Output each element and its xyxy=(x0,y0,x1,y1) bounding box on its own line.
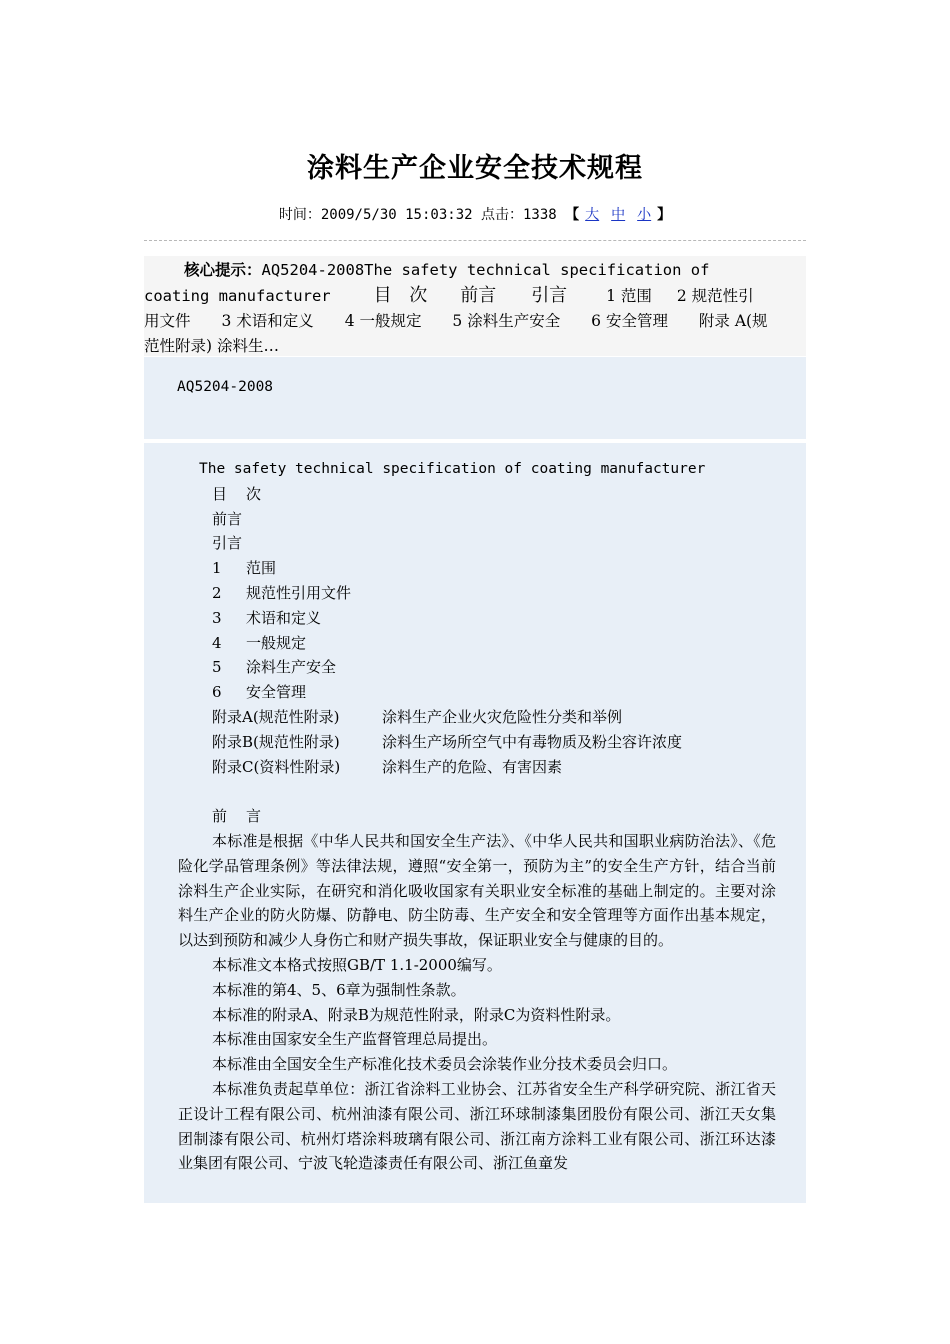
summary-line3-4: 6 安全管理 xyxy=(591,312,668,330)
toc-preface: 前言 xyxy=(212,509,243,528)
preface-paragraph: 本标准由国家安全生产监督管理总局提出。 xyxy=(212,1030,498,1049)
toc-appendix-text: 涂料生产场所空气中有毒物质及粉尘容许浓度 xyxy=(382,732,683,751)
toc-appendix-text: 涂料生产的危险、有害因素 xyxy=(382,757,563,776)
toc-item xyxy=(178,631,776,656)
toc-item-num: 5 xyxy=(212,658,222,677)
summary-line3-0: 用文件 xyxy=(144,312,191,330)
toc-heading: 目 次 xyxy=(212,484,264,503)
toc-item xyxy=(178,556,776,581)
preface-paragraph: 本标准由全国安全生产标准化技术委员会涂装作业分技术委员会归口。 xyxy=(212,1055,678,1074)
toc-item-text: 涂料生产安全 xyxy=(246,658,337,677)
toc-item-num: 1 xyxy=(212,559,222,578)
toc-intro: 引言 xyxy=(212,534,243,553)
toc-appendix-label: 附录C(资料性附录) xyxy=(212,757,341,776)
summary-toc-4: 2 规范性引 xyxy=(676,287,754,305)
toc-item-text: 规范性引用文件 xyxy=(246,583,352,602)
bracket-open: 【 xyxy=(565,207,580,223)
english-title: The safety technical specification of coating manufacturer xyxy=(199,461,706,477)
summary-line3-2: 4 一般规定 xyxy=(344,312,422,330)
toc-item-num: 3 xyxy=(212,608,222,627)
summary-label: 核心提示： xyxy=(184,260,262,279)
preface-heading: 前 言 xyxy=(212,807,264,826)
toc-item-num: 4 xyxy=(212,633,222,652)
font-size-small-link[interactable]: 小 xyxy=(637,207,652,223)
toc-appendix-label: 附录A(规范性附录) xyxy=(212,707,340,726)
summary-box xyxy=(144,256,806,356)
article-meta xyxy=(0,204,950,224)
toc-appendix xyxy=(178,705,776,730)
font-size-medium-link[interactable]: 中 xyxy=(611,207,626,223)
toc-item xyxy=(178,680,776,705)
summary-toc-3: 1 范围 xyxy=(606,287,652,305)
preface-paragraph: 本标准是根据《中华人民共和国安全生产法》、《中华人民共和国职业病防治法》、《危险化学品管理条例》等法律法规，遵照“安全第一，预防为主”的安全生产方针，结合当前涂料生产企业实际，在研究和消化吸收国家有关职业安全标准的基础上制定的。主要对涂料生产企业的防火防爆、防静电、防尘防毒、生产安全和安全管理等方面作出基本规定，以达到预防和减少人身伤亡和财产损失事故，保证职业安全与健康的目的。 xyxy=(178,831,776,950)
bracket-close: 】 xyxy=(657,207,672,223)
standard-code-box: AQ5204-2008 xyxy=(144,357,806,439)
toc-item xyxy=(178,581,776,606)
article-content xyxy=(144,443,806,1203)
toc-item-text: 术语和定义 xyxy=(246,608,322,627)
preface-paragraph: 本标准的第4、5、6章为强制性条款。 xyxy=(212,980,466,999)
toc-item-num: 6 xyxy=(212,683,222,702)
summary-line3-5: 附录 A(规 xyxy=(698,312,768,330)
summary-toc-0: 目 次 xyxy=(373,285,434,306)
toc-item xyxy=(178,655,776,680)
font-size-large-link[interactable]: 大 xyxy=(585,207,600,223)
toc-appendix xyxy=(178,755,776,780)
summary-code-title: AQ5204-2008The safety technical specification of xyxy=(261,261,710,279)
blank-line xyxy=(178,779,776,804)
summary-line4: 范性附录) 涂料生… xyxy=(144,337,279,355)
preface-paragraph: 本标准负责起草单位：浙江省涂料工业协会、江苏省安全生产科学研究院、浙江省天正设计工程有限公司、杭州油漆有限公司、浙江环球制漆集团股份有限公司、浙江天女集团制漆有限公司、杭州灯塔涂料玻璃有限公司、浙江南方涂料工业有限公司、浙江环达漆业集团有限公司、宁波飞轮造漆责任有限公司、浙江鱼童发 xyxy=(178,1079,776,1173)
summary-line3-1: 3 术语和定义 xyxy=(221,312,314,330)
meta-info: 时间：2009/5/30 15:03:32 点击：1338 xyxy=(278,207,557,223)
summary-toc-2: 引言 xyxy=(531,285,568,306)
page-title: 涂料生产企业安全技术规程 xyxy=(307,153,643,184)
preface-paragraph: 本标准的附录A、附录B为规范性附录，附录C为资料性附录。 xyxy=(212,1005,621,1024)
toc-item-text: 一般规定 xyxy=(246,633,307,652)
toc-item-num: 2 xyxy=(212,583,222,602)
dashed-divider xyxy=(144,240,806,241)
toc-appendix-label: 附录B(规范性附录) xyxy=(212,732,340,751)
toc-appendix-text: 涂料生产企业火灾危险性分类和举例 xyxy=(382,707,623,726)
summary-toc-1: 前言 xyxy=(460,285,497,306)
toc-item xyxy=(178,606,776,631)
toc-appendix xyxy=(178,730,776,755)
toc-item-text: 范围 xyxy=(246,559,277,578)
preface-paragraph: 本标准文本格式按照GB/T 1.1-2000编写。 xyxy=(212,955,502,974)
summary-line3-3: 5 涂料生产安全 xyxy=(452,312,561,330)
toc-item-text: 安全管理 xyxy=(246,683,307,702)
summary-line2-mono: coating manufacturer xyxy=(144,287,331,305)
